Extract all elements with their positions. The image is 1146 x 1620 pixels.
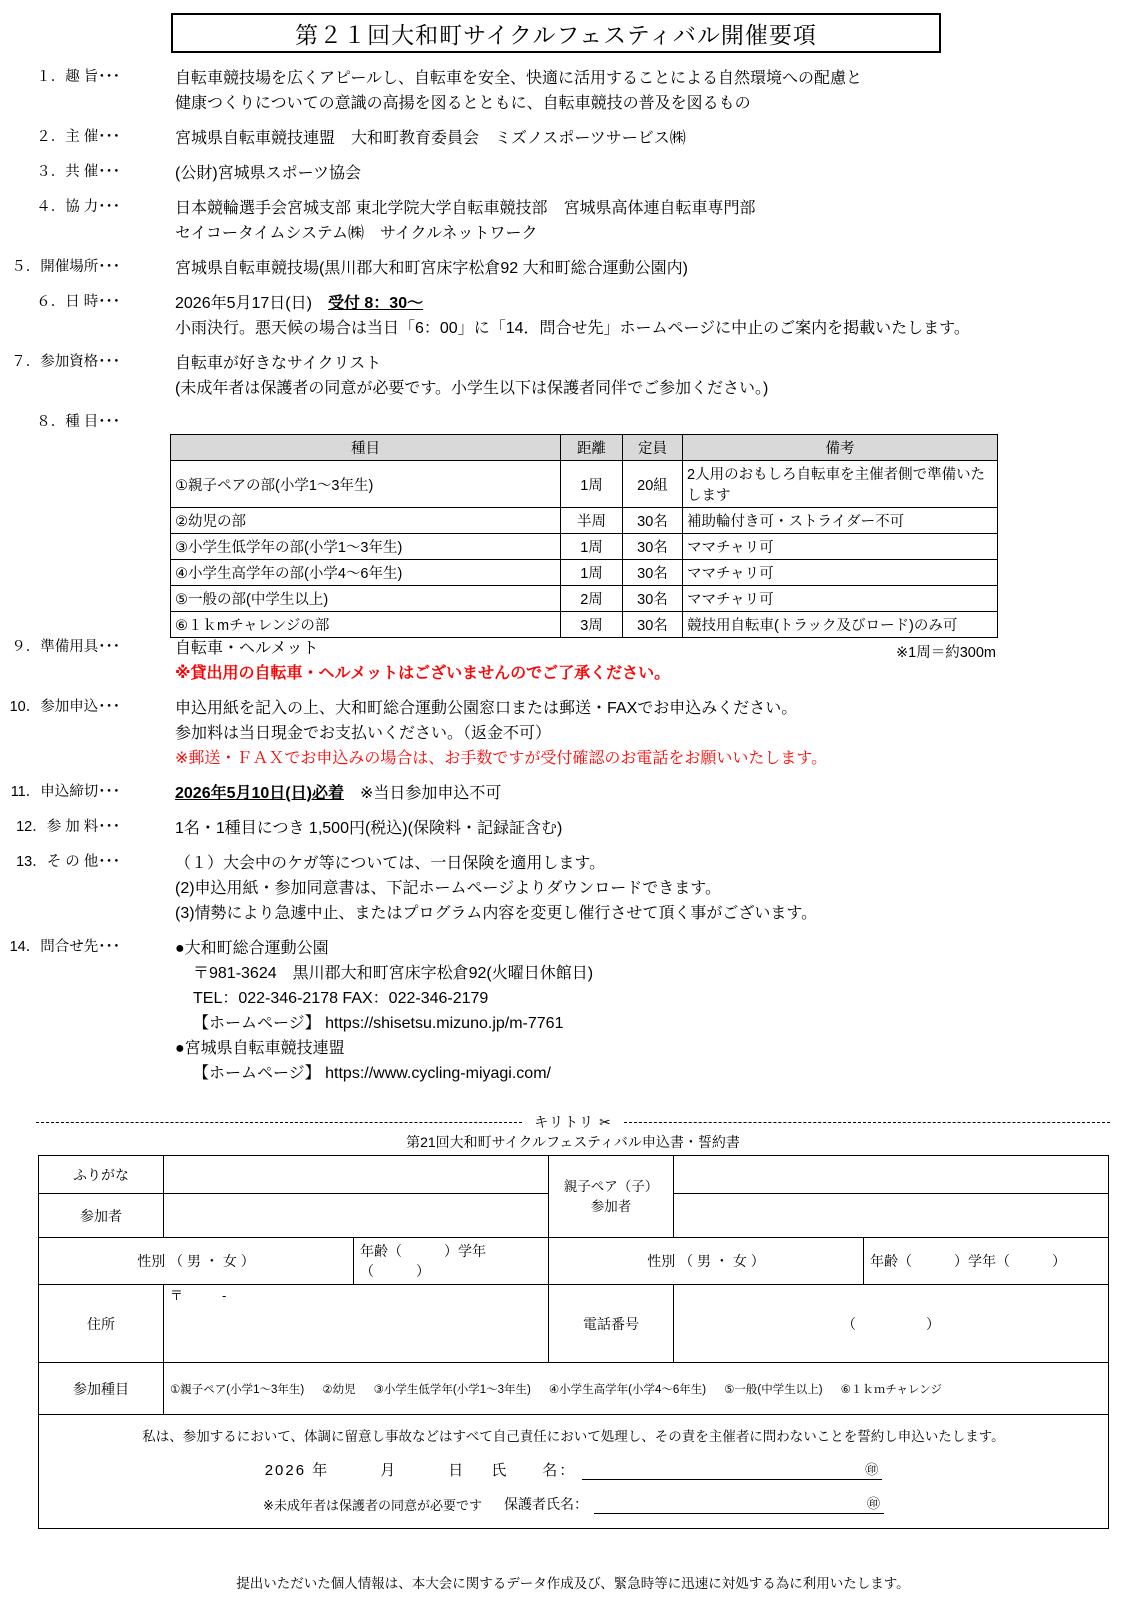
item-coorganizer xyxy=(0,161,1146,186)
item-equipment-body xyxy=(128,636,1146,686)
item-coorganizer-body xyxy=(128,161,1146,186)
item-application-number: 10．参加申込･･･ xyxy=(9,699,120,715)
label-guardian-name: 保護者氏名： xyxy=(503,1496,588,1512)
deadline-date: 2026年5月10日(日)必着 xyxy=(175,785,344,802)
item-eligibility xyxy=(0,351,1146,401)
cut-line-dash-left xyxy=(36,1122,522,1123)
item-events xyxy=(0,411,1146,433)
input-participant-name[interactable] xyxy=(164,1194,549,1238)
postal-code-mark: 〒 - xyxy=(170,1288,227,1303)
minor-consent-note: ※未成年者は保護者の同意が必要です xyxy=(263,1497,482,1513)
cell-remarks: ママチャリ可 xyxy=(683,534,998,560)
label-participant: 参加者 xyxy=(39,1194,164,1238)
form-row-address-phone xyxy=(39,1285,1109,1363)
cell-event-name: ③小学生低学年の部(小学1～3年生) xyxy=(171,534,561,560)
contact-park-website[interactable]: 【ホームページ】 https://shisetsu.mizuno.jp/m-7761 xyxy=(193,1015,564,1032)
cell-remarks: ママチャリ可 xyxy=(683,560,998,586)
contact-park-phone: TEL：022-346-2178 FAX：022-346-2179 xyxy=(193,990,489,1007)
cell-capacity: 20組 xyxy=(623,461,683,508)
cell-distance: 3周 xyxy=(561,612,623,638)
item-eligibility-number: ７．参加資格･･･ xyxy=(11,354,120,370)
input-pair-name[interactable] xyxy=(674,1194,1109,1238)
cell-event-name: ⑥１ｋmチャレンジの部 xyxy=(171,612,561,638)
label-pair-child-line2: 参加者 xyxy=(590,1198,632,1214)
table-row xyxy=(171,612,998,638)
item-contact xyxy=(0,936,1146,1086)
event-choice-6[interactable]: ⑥１ｋｍチャレンジ xyxy=(840,1383,942,1396)
events-table-head xyxy=(171,435,998,461)
item-coorganizer-line-1: (公財)宮城県スポーツ協会 xyxy=(175,165,362,182)
item-deadline-body xyxy=(128,781,1146,806)
label-pair-age-grade[interactable]: 年齢（ ）学年（ ） xyxy=(864,1238,1109,1285)
header-event-name: 種目 xyxy=(171,435,561,461)
item-equipment xyxy=(0,636,1146,686)
events-table-header-row xyxy=(171,435,998,461)
cell-capacity: 30名 xyxy=(623,508,683,534)
item-other-body xyxy=(128,851,1146,926)
cell-capacity: 30名 xyxy=(623,534,683,560)
guardian-seal-icon: ㊞ xyxy=(866,1496,880,1511)
cell-remarks: 補助輪付き可・ストライダー不可 xyxy=(683,508,998,534)
header-capacity: 定員 xyxy=(623,435,683,461)
item-organizer-line-1: 宮城県自転車競技連盟 大和町教育委員会 ミズノスポーツサービス㈱ xyxy=(175,130,686,147)
deadline-note: ※当日参加申込不可 xyxy=(343,785,502,802)
item-purpose-body xyxy=(128,66,1146,116)
event-choice-2[interactable]: ②幼児 xyxy=(322,1383,356,1396)
item-application xyxy=(0,696,1146,771)
item-contact-number: 14．問合せ先･･･ xyxy=(9,939,120,955)
cell-remarks: 2人用のおもしろ自転車を主催者側で準備いたします xyxy=(683,461,998,508)
events-table-body xyxy=(171,461,998,638)
item-equipment-number: ９．準備用具･･･ xyxy=(11,639,120,655)
item-organizer-number: ２．主 催･･･ xyxy=(36,129,120,145)
item-other xyxy=(0,851,1146,926)
item-application-line-2: 参加料は当日現金でお支払いください。（返金不可） xyxy=(175,725,552,742)
item-other-number: 13．そ の 他･･･ xyxy=(16,854,120,870)
item-equipment-warning: ※貸出用の自転車・ヘルメットはございませんのでご了承ください。 xyxy=(175,665,671,682)
header-distance: 距離 xyxy=(561,435,623,461)
item-other-line-3: (3)情勢により急遽中止、またはプログラム内容を変更し催行させて頂く事がございます。 xyxy=(175,905,818,922)
requirements-list-continued xyxy=(0,636,1146,1096)
item-datetime-line-2: 小雨決行。悪天候の場合は当日「6：00」に「14．問合せ先」ホームページに中止のご案内を掲載いたします。 xyxy=(175,320,970,337)
label-age-grade[interactable]: 年齢（ ）学年（ ） xyxy=(354,1238,549,1285)
reception-time: 受付 8：30～ xyxy=(327,295,424,312)
input-furigana[interactable] xyxy=(164,1156,549,1194)
events-table xyxy=(170,434,998,638)
form-title: 第21回大和町サイクルフェスティバル申込書・誓約書 xyxy=(406,1134,740,1150)
label-pair-gender[interactable]: 性別 （ 男 ・ 女 ） xyxy=(549,1238,864,1285)
item-contact-body xyxy=(128,936,1146,1086)
cell-event-name: ②幼児の部 xyxy=(171,508,561,534)
item-cooperation-line-2: セイコータイムシステム㈱ サイクルネットワーク xyxy=(175,225,538,242)
label-furigana: ふりがな xyxy=(39,1156,164,1194)
cell-capacity: 30名 xyxy=(623,612,683,638)
item-cooperation-body xyxy=(128,196,1146,246)
input-guardian-name[interactable] xyxy=(594,1494,884,1514)
item-eligibility-line-2: (未成年者は保護者の同意が必要です。小学生以下は保護者同伴でご参加ください。) xyxy=(175,380,769,397)
pledge-text: 私は、参加するにおいて、体調に留意し事故などはすべて自己責任において処理し、その責を主催者に問わないことを誓約し申込いたします。 xyxy=(142,1429,1005,1444)
cell-remarks: ママチャリ可 xyxy=(683,586,998,612)
form-row-event-choice xyxy=(39,1363,1109,1415)
item-deadline xyxy=(0,781,1146,806)
item-fee-line-1: 1名・1種目につき 1,500円(税込)(保険料・記録証含む) xyxy=(175,820,563,837)
scissors-icon: キリトリ ✂ xyxy=(534,1114,612,1130)
item-datetime-number: ６．日 時･･･ xyxy=(36,294,120,310)
contact-park-name: ●大和町総合運動公園 xyxy=(175,940,329,957)
input-address[interactable] xyxy=(164,1285,549,1363)
item-cooperation xyxy=(0,196,1146,246)
event-choice-3[interactable]: ③小学生低学年(小学1～3年生) xyxy=(373,1383,531,1396)
form-row-gender-age xyxy=(39,1238,1109,1285)
label-event-selection: 参加種目 xyxy=(39,1363,164,1415)
item-eligibility-line-1: 自転車が好きなサイクリスト xyxy=(175,355,382,372)
label-name: 氏 名： xyxy=(491,1462,577,1479)
item-deadline-number: 11．申込締切･･･ xyxy=(10,784,120,800)
signature-date[interactable]: 2026 年 月 日 xyxy=(264,1462,466,1479)
item-datetime-line-1 xyxy=(175,291,1146,316)
input-signature-name[interactable] xyxy=(582,1459,882,1480)
contact-park-address: 〒981-3624 黒川郡大和町宮床字松倉92(火曜日休館日) xyxy=(193,965,594,982)
requirements-list xyxy=(0,66,1146,443)
label-pair-child-line1: 親子ペア（子） xyxy=(563,1178,659,1194)
item-other-line-2: (2)申込用紙・参加同意書は、下記ホームページよりダウンロードできます。 xyxy=(175,880,721,897)
events-table-container xyxy=(170,434,998,662)
item-application-warning: ※郵送・ＦＡＸでお申込みの場合は、お手数ですが受付確認のお電話をお願いいたします。 xyxy=(175,750,828,767)
pledge-section xyxy=(39,1415,1109,1529)
item-fee-number: 12．参 加 料･･･ xyxy=(16,819,120,835)
event-choice-options[interactable] xyxy=(164,1363,1109,1415)
application-form xyxy=(38,1155,1108,1529)
item-events-number: ８．種 目･･･ xyxy=(36,414,120,430)
item-eligibility-body xyxy=(128,351,1146,401)
cell-distance: 半周 xyxy=(561,508,623,534)
item-datetime-body xyxy=(128,291,1146,341)
item-venue-line-1: 宮城県自転車競技場(黒川郡大和町宮床字松倉92 大和町総合運動公園内) xyxy=(175,260,688,277)
cell-capacity: 30名 xyxy=(623,560,683,586)
document-title-box xyxy=(171,13,941,53)
application-form-table xyxy=(38,1155,1109,1529)
cell-capacity: 30名 xyxy=(623,586,683,612)
form-row-pledge xyxy=(39,1415,1109,1529)
item-datetime xyxy=(0,291,1146,341)
item-purpose-line-2: 健康つくりについての意識の高揚を図るとともに、自転車競技の普及を図るもの xyxy=(175,95,751,112)
item-venue xyxy=(0,256,1146,281)
seal-icon: ㊞ xyxy=(865,1462,879,1477)
guardian-row xyxy=(49,1480,1098,1522)
cut-line-dash-right xyxy=(624,1122,1110,1123)
cell-remarks: 競技用自転車(トラック及びロード)のみ可 xyxy=(683,612,998,638)
privacy-footer-note: 提出いただいた個人情報は、本大会に関するデータ作成及び、緊急時等に迅速に対処する為に利用いたします。 xyxy=(236,1576,910,1591)
item-cooperation-line-1: 日本競輪選手会宮城支部 東北学院大学自転車競技部 宮城県高体連自転車専門部 xyxy=(175,200,756,217)
header-remarks: 備考 xyxy=(683,435,998,461)
table-row xyxy=(171,586,998,612)
cell-event-name: ⑤一般の部(中学生以上) xyxy=(171,586,561,612)
signature-row xyxy=(49,1445,1098,1480)
contact-federation-name: ●宮城県自転車競技連盟 xyxy=(175,1040,345,1057)
item-purpose-line-1: 自転車競技場を広くアピールし、自転車を安全、快適に活用することによる自然環境への配慮と xyxy=(175,70,863,87)
table-row xyxy=(171,560,998,586)
contact-federation-website[interactable]: 【ホームページ】 https://www.cycling-miyagi.com/ xyxy=(193,1065,551,1082)
label-address: 住所 xyxy=(39,1285,164,1363)
page-title: 第２１回大和町サイクルフェスティバル開催要項 xyxy=(295,21,817,48)
item-venue-body xyxy=(128,256,1146,281)
table-row xyxy=(171,534,998,560)
label-phone: 電話番号 xyxy=(549,1285,674,1363)
cell-distance: 1周 xyxy=(561,534,623,560)
events-table-footnote: ※1周＝約300m xyxy=(896,645,996,661)
table-row xyxy=(171,461,998,508)
item-organizer xyxy=(0,126,1146,151)
item-coorganizer-number: ３．共 催･･･ xyxy=(36,164,120,180)
item-venue-number: ５．開催場所･･･ xyxy=(11,259,120,275)
cut-line xyxy=(36,1112,1110,1132)
input-pair-furigana[interactable] xyxy=(674,1156,1109,1194)
title-inner-border xyxy=(172,13,940,53)
item-deadline-line-1 xyxy=(175,781,1146,806)
item-fee-body xyxy=(128,816,1146,841)
event-date: 2026年5月17日(日) xyxy=(175,295,328,312)
form-table-body xyxy=(39,1156,1109,1529)
item-application-body xyxy=(128,696,1146,771)
label-gender[interactable]: 性別 （ 男 ・ 女 ） xyxy=(39,1238,354,1285)
item-purpose-number: １．趣 旨･･･ xyxy=(36,69,120,85)
item-other-line-1: （１）大会中のケガ等については、一日保険を適用します。 xyxy=(175,855,606,872)
event-choice-4[interactable]: ④小学生高学年(小学4～6年生) xyxy=(548,1383,707,1396)
cell-event-name: ①親子ペアの部(小学1～3年生) xyxy=(171,461,561,508)
item-purpose xyxy=(0,66,1146,116)
item-fee xyxy=(0,816,1146,841)
item-organizer-body xyxy=(128,126,1146,151)
item-cooperation-number: ４．協 力･･･ xyxy=(36,199,120,215)
input-phone[interactable]: （ ） xyxy=(674,1285,1109,1363)
event-choice-1[interactable]: ①親子ペア(小学1～3年生) xyxy=(170,1383,305,1396)
cell-distance: 1周 xyxy=(561,461,623,508)
cell-event-name: ④小学生高学年の部(小学4～6年生) xyxy=(171,560,561,586)
label-pair-child xyxy=(549,1156,674,1238)
item-equipment-line-1: 自転車・ヘルメット xyxy=(175,640,319,657)
cell-distance: 1周 xyxy=(561,560,623,586)
cell-distance: 2周 xyxy=(561,586,623,612)
table-row xyxy=(171,508,998,534)
event-choice-5[interactable]: ⑤一般(中学生以上) xyxy=(724,1383,823,1396)
form-row-furigana xyxy=(39,1156,1109,1194)
item-application-line-1: 申込用紙を記入の上、大和町総合運動公園窓口または郵送・FAXでお申込みください。 xyxy=(175,700,798,717)
